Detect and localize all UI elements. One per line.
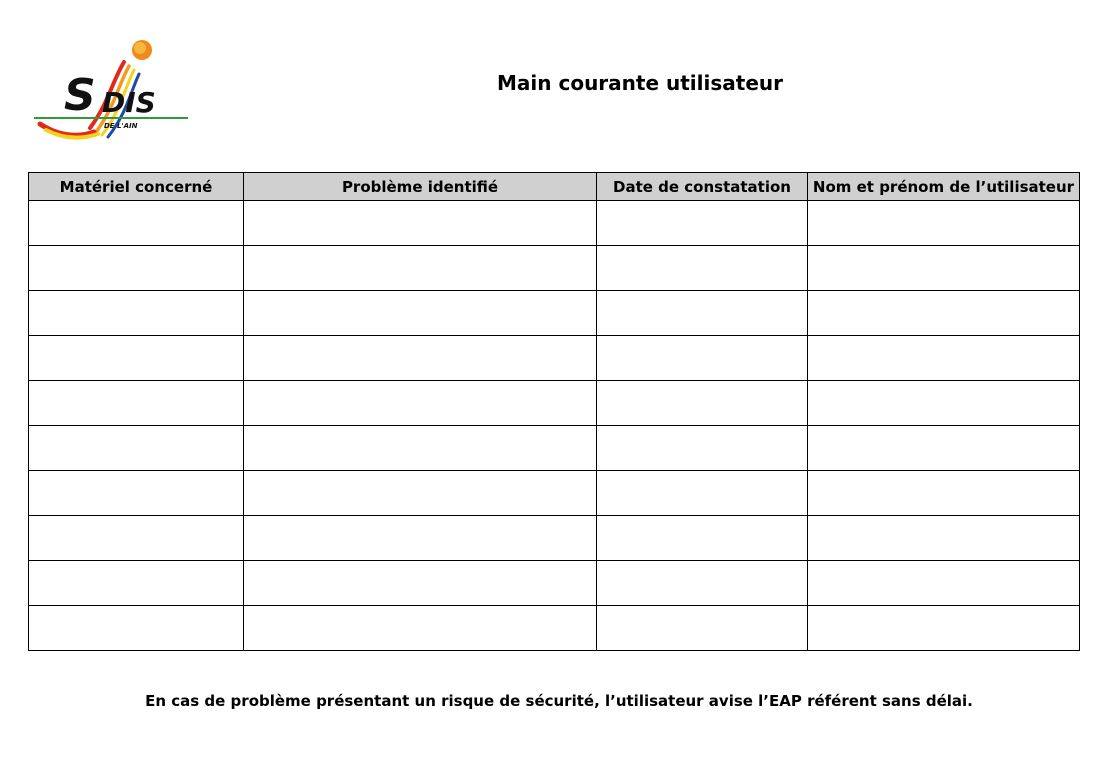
cell-materiel[interactable]: [29, 561, 244, 606]
safety-notice: En cas de problème présentant un risque de sécurité, l’utilisateur avise l’EAP référent sans délai.: [145, 692, 973, 710]
column-header-probleme: Problème identifié: [244, 173, 597, 201]
cell-probleme[interactable]: [244, 291, 597, 336]
cell-nom[interactable]: [808, 201, 1080, 246]
cell-nom[interactable]: [808, 426, 1080, 471]
cell-materiel[interactable]: [29, 246, 244, 291]
cell-nom[interactable]: [808, 336, 1080, 381]
cell-date[interactable]: [597, 561, 808, 606]
table-row: [29, 561, 1080, 606]
cell-materiel[interactable]: [29, 606, 244, 651]
cell-date[interactable]: [597, 246, 808, 291]
cell-probleme[interactable]: [244, 471, 597, 516]
table-row: [29, 471, 1080, 516]
cell-probleme[interactable]: [244, 336, 597, 381]
cell-date[interactable]: [597, 291, 808, 336]
sdis-logo: [28, 34, 193, 146]
column-header-date: Date de constatation: [597, 173, 808, 201]
table-row: [29, 336, 1080, 381]
log-table: [28, 172, 1080, 651]
cell-date[interactable]: [597, 471, 808, 516]
table-body: [29, 201, 1080, 651]
cell-nom[interactable]: [808, 516, 1080, 561]
table-row: [29, 246, 1080, 291]
cell-materiel[interactable]: [29, 426, 244, 471]
table-row: [29, 291, 1080, 336]
cell-materiel[interactable]: [29, 336, 244, 381]
table-row: [29, 201, 1080, 246]
table-row: [29, 516, 1080, 561]
cell-probleme[interactable]: [244, 246, 597, 291]
column-header-nom: Nom et prénom de l’utilisateur: [808, 173, 1080, 201]
table-row: [29, 606, 1080, 651]
cell-date[interactable]: [597, 336, 808, 381]
cell-materiel[interactable]: [29, 201, 244, 246]
cell-materiel[interactable]: [29, 381, 244, 426]
cell-nom[interactable]: [808, 606, 1080, 651]
logo-letter-s: S: [64, 70, 96, 121]
cell-date[interactable]: [597, 426, 808, 471]
table-row: [29, 426, 1080, 471]
cell-materiel[interactable]: [29, 291, 244, 336]
cell-probleme[interactable]: [244, 561, 597, 606]
cell-materiel[interactable]: [29, 516, 244, 561]
cell-probleme[interactable]: [244, 606, 597, 651]
table-row: [29, 381, 1080, 426]
logo-subtitle: DE L'AIN: [104, 122, 138, 130]
cell-probleme[interactable]: [244, 516, 597, 561]
cell-date[interactable]: [597, 201, 808, 246]
cell-date[interactable]: [597, 516, 808, 561]
cell-nom[interactable]: [808, 246, 1080, 291]
table-header-row: [29, 173, 1080, 201]
cell-nom[interactable]: [808, 291, 1080, 336]
cell-nom[interactable]: [808, 471, 1080, 516]
cell-probleme[interactable]: [244, 201, 597, 246]
column-header-materiel: Matériel concerné: [29, 173, 244, 201]
cell-date[interactable]: [597, 381, 808, 426]
cell-nom[interactable]: [808, 561, 1080, 606]
page-title: Main courante utilisateur: [497, 71, 783, 95]
cell-probleme[interactable]: [244, 426, 597, 471]
logo-letters-dis: DIS: [102, 86, 156, 119]
cell-materiel[interactable]: [29, 471, 244, 516]
cell-nom[interactable]: [808, 381, 1080, 426]
cell-date[interactable]: [597, 606, 808, 651]
cell-probleme[interactable]: [244, 381, 597, 426]
